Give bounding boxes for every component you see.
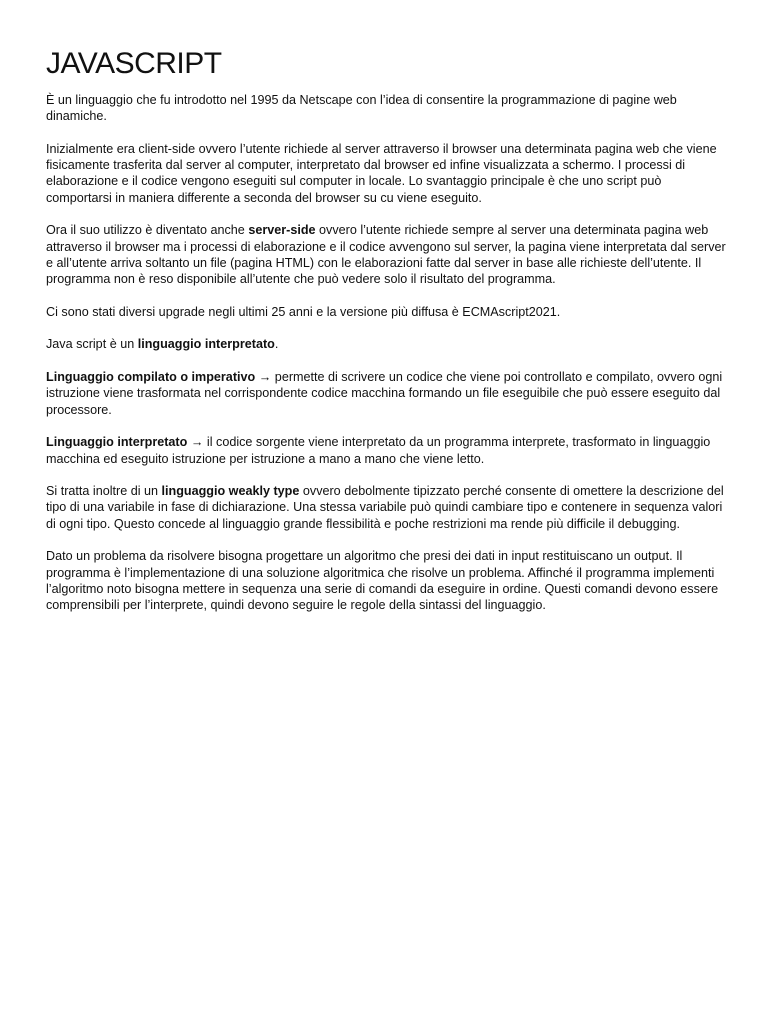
paragraph-text: Java script è un xyxy=(46,337,138,352)
bold-term: Linguaggio interpretato → xyxy=(46,435,204,450)
paragraph-text: . xyxy=(274,337,279,352)
paragraph-algorithm: Dato un problema da risolvere bisogna progettare un algoritmo che presi dei dati in input restituiscano un output. Il programma è l’implementazione di una soluzione algoritmica che risolve un problema. Affinché il programma implementi l’algoritmo noto bisogna mettere in sequenza una serie di comandi da eseguire in ordine. Questi comandi devono essere comprensibili per l’interprete, quindi devono seguire le regole della sintassi del linguaggio. xyxy=(46,549,719,613)
document-page xyxy=(46,44,726,630)
paragraph-intro: È un linguaggio che fu introdotto nel 1995 da Netscape con l’idea di consentire la programmazione di pagine web dinamiche. xyxy=(46,93,677,124)
paragraph-text: Si tratta inoltre di un xyxy=(46,484,162,499)
paragraph-text: permette di scrivere un codice che viene poi controllato e compilato, ovvero ogni istruzione viene trasformata nel corrispondente codice macchina formando un file eseguibile che può essere eseguito dal processore. xyxy=(46,370,723,417)
bold-term: linguaggio weakly type xyxy=(161,484,300,499)
paragraph-text: il codice sorgente viene interpretato da un programma interprete, trasformato in linguaggio macchina ed eseguito istruzione per istruzione a mano a mano che viene letto. xyxy=(46,435,711,466)
paragraph-text: ovvero l’utente richiede sempre al server una determinata pagina web attraverso il browser ma i processi di elaborazione e il codice avvengono sul server, la pagina viene interpretata dal server e all’utente arriva soltanto un file (pagina HTML) con le elaborazioni fatte dal server in base alle richieste dell’utente. Il programma non è reso disponibile all’utente che può vedere solo il risultato del programma. xyxy=(46,223,726,287)
paragraph-text: ovvero debolmente tipizzato perché consente di omettere la descrizione del tipo di una variabile in fase di dichiarazione. Una stessa variabile può quindi cambiare tipo e contenere in sequenza valori di ogni tipo. Questo concede al linguaggio grande flessibilità e poche restrizioni ma rende più difficile il debugging. xyxy=(46,484,724,531)
paragraph-interpreted-intro xyxy=(46,336,726,352)
paragraph-text: Ora il suo utilizzo è diventato anche xyxy=(46,223,249,238)
paragraph-weakly-typed xyxy=(46,483,726,532)
paragraph-upgrades: Ci sono stati diversi upgrade negli ultimi 25 anni e la versione più diffusa è ECMAscript2021. xyxy=(46,304,561,319)
bold-term: linguaggio interpretato xyxy=(137,337,275,352)
bold-term: Linguaggio compilato o imperativo → xyxy=(46,370,272,385)
document-title: JAVASCRIPT xyxy=(46,47,222,80)
bold-term: server-side xyxy=(248,223,316,238)
paragraph-compiled-language xyxy=(46,369,726,418)
paragraph-client-side: Inizialmente era client-side ovvero l’utente richiede al server attraverso il browser una determinata pagina web che viene fisicamente trasferita dal server al computer, interpretato dal browser ed infine visualizzata a schermo. I processi di elaborazione e il codice vengono eseguiti sul computer in locale. Lo svantaggio principale è che uno script può comportarsi in maniera differente a seconda del browser su cu viene eseguito. xyxy=(46,141,717,205)
paragraph-interpreted-language xyxy=(46,434,726,467)
paragraph-server-side xyxy=(46,222,726,287)
